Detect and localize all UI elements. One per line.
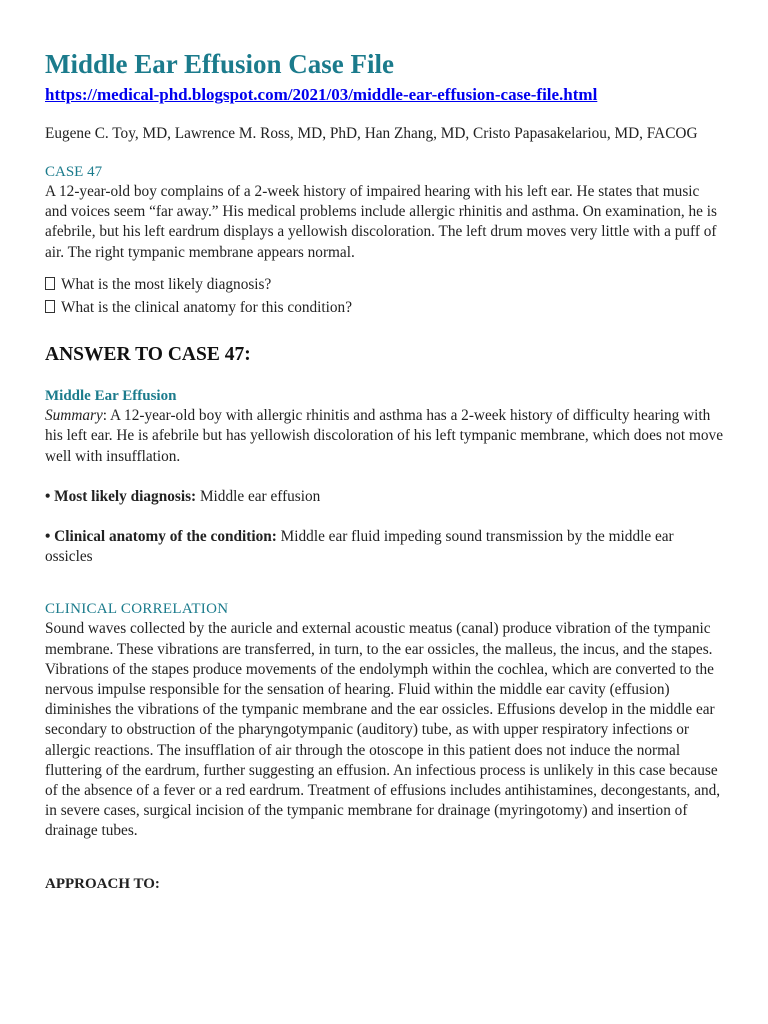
- document-page: [45, 48, 725, 894]
- approach-heading: APPROACH TO:: [45, 875, 160, 892]
- clinical-correlation-heading: CLINICAL CORRELATION: [45, 601, 229, 618]
- question-item: [45, 275, 725, 295]
- question-list: [45, 275, 725, 318]
- question-item: [45, 298, 725, 318]
- bullet-label: • Clinical anatomy of the condition:: [45, 528, 277, 546]
- bullet-diagnosis: [45, 487, 725, 507]
- summary-paragraph: [45, 406, 725, 467]
- clinical-correlation-text: Sound waves collected by the auricle and external acoustic meatus (canal) produce vibration of the tympanic membrane. These vibrations are transferred, in turn, to the ear ossicles, the malleus, the incus, and the stapes. Vibrations of the stapes produce movements of the endolymph within the cochlea, which are converted to the nervous impulse responsible for the sensation of hearing. Fluid within the middle ear cavity (effusion) diminishes the vibrations of the tympanic membrane and the ear ossicles. Effusions develop in the middle ear secondary to obstruction of the pharyngotympanic (auditory) tube, as with upper respiratory infections or allergic reactions. The insufflation of air through the otoscope in this patient does not induce the normal fluttering of the eardrum, further suggesting an effusion. An infectious process is unlikely in this case because of the absence of a fever or a red eardrum. Treatment of effusions includes antihistamines, decongestants, and, in severe cases, surgical incision of the tympanic membrane for drainage (myringotomy) and insertion of drainage tubes.: [45, 620, 721, 840]
- bullet-label: • Most likely diagnosis:: [45, 487, 197, 505]
- source-link[interactable]: https://medical-phd.blogspot.com/2021/03/middle-ear-effusion-case-file.html: [45, 85, 598, 104]
- question-text: What is the clinical anatomy for this condition?: [61, 299, 352, 317]
- checkbox-glyph-icon: [45, 277, 55, 290]
- checkbox-glyph-icon: [45, 300, 55, 313]
- bullet-clinical-anatomy: [45, 527, 725, 567]
- case-description: A 12-year-old boy complains of a 2-week history of impaired hearing with his left ear. He states that music and voices seem “far away.” His medical problems include allergic rhinitis and asthma. On examination, he is afebrile, but his left eardrum displays a yellowish discoloration. The left drum moves very little with a puff of air. The right tympanic membrane appears normal.: [45, 183, 718, 261]
- case-heading: CASE 47: [45, 164, 103, 180]
- authors-line: Eugene C. Toy, MD, Lawrence M. Ross, MD, PhD, Han Zhang, MD, Cristo Papasakelariou, MD, FACOG: [45, 125, 698, 142]
- question-text: What is the most likely diagnosis?: [61, 275, 272, 293]
- diagnosis-subheading: Middle Ear Effusion: [45, 388, 177, 405]
- summary-text: : A 12-year-old boy with allergic rhinitis and asthma has a 2-week history of difficulty hearing with his left ear. He is afebrile but has yellowish discoloration of his left tympanic membrane, which does not move well with insufflation.: [45, 407, 723, 465]
- bullet-text: Middle ear fluid impeding sound transmission by the middle ear ossicles: [45, 528, 674, 566]
- bullet-text: Middle ear effusion: [196, 487, 321, 505]
- page-title: Middle Ear Effusion Case File: [45, 49, 395, 79]
- answer-heading: ANSWER TO CASE 47:: [45, 344, 251, 366]
- summary-label: Summary: [45, 407, 103, 425]
